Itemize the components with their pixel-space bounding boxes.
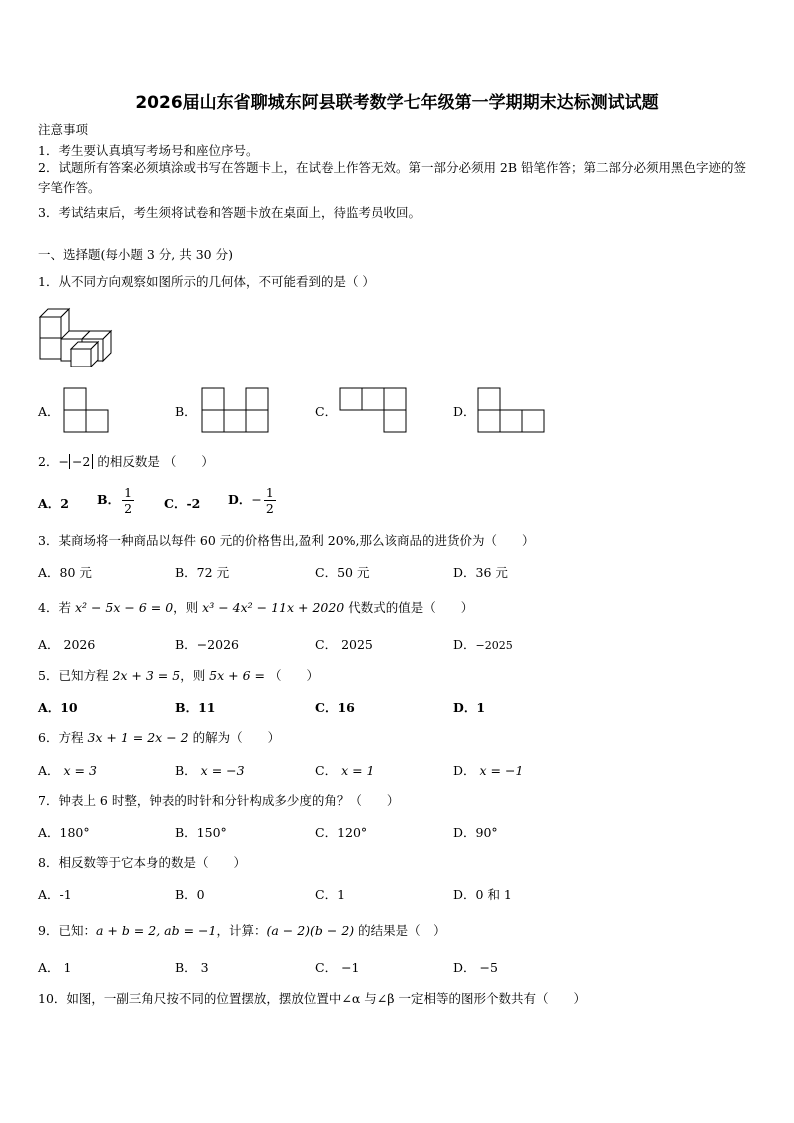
q6-stem [38,728,280,746]
q1-option-b-label: B． [175,404,197,419]
q9-b-value: 3 [200,960,209,975]
q3-option-c: C．50 元 [315,565,370,580]
q4-post: 代数式的值是（ ） [344,600,474,615]
q1-stem: 1．从不同方向观察如图所示的几何体，不可能看到的是（ ） [38,274,375,289]
q9-option-c [315,958,360,976]
q4-stem [38,598,473,616]
q4-b-label: B． [175,637,197,652]
q1-option-d-figure [477,387,545,433]
q1-option-c-label: C． [315,404,338,419]
q4-a-label: A． [38,637,60,652]
q2-option-b [97,485,136,516]
q8-option-c: C．1 [315,887,346,902]
q2-option-c: C．-2 [164,496,201,511]
q5-equation-1: 2x + 3 = 5 [112,668,181,683]
q3-option-d: D．36 元 [453,565,508,580]
q9-expression: (a − 2)(b − 2) [266,923,355,938]
q6-c-label: C． [315,763,338,778]
q5-option-d: D．1 [453,700,486,715]
q4-b-value: −2026 [196,637,239,652]
q5-pre: 5．已知方程 [38,668,113,683]
q7-option-b: B．150° [175,825,227,840]
q1-option-d-label: D． [453,404,476,419]
q3-option-b: B．72 元 [175,565,230,580]
exam-title: 2026届山东省聊城东阿县联考数学七年级第一学期期末达标测试试题 [135,93,659,113]
q5-expression-2: 5x + 6 = [209,668,269,683]
q5-mid: ，则 [180,668,210,683]
q8-option-a: A．-1 [38,887,72,902]
q5-post: （ ） [268,668,319,683]
q6-pre: 6．方程 [38,730,88,745]
q9-a-value: 1 [63,960,72,975]
q4-pre: 4．若 [38,600,75,615]
q2-option-a: A．2 [38,496,69,511]
q2-option-b-label: B． [97,492,121,507]
q1-solid-figure [38,305,120,367]
q2-stem-tail: 的相反数是 （ ） [93,454,214,469]
q6-option-d [453,761,523,779]
q8-option-d: D．0 和 1 [453,887,512,902]
q6-option-b [175,761,245,779]
q3-stem: 3．某商场将一种商品以每件 60 元的价格售出,盈利 20%,那么该商品的进货价为（ ） [38,533,535,548]
q1-option-b-figure [201,387,269,433]
q2-option-b-fraction [122,485,134,516]
q6-b-label: B． [175,763,197,778]
q4-c-label: C． [315,637,338,652]
notice-heading: 注意事项 [38,122,89,137]
q2-expr-minus: − [58,454,69,469]
q5-option-c: C．16 [315,700,355,715]
q4-equation-1: x² − 5x − 6 = 0 [74,600,174,615]
q7-option-d: D．90° [453,825,498,840]
q2-b-numerator: 1 [124,485,133,500]
q6-a-value: x = 3 [63,763,97,778]
notice-item-3: 3．考试结束后，考生须将试卷和答题卡放在桌面上，待监考员收回。 [38,205,421,220]
q9-stem [38,921,446,939]
q10-stem: 10．如图，一副三角尺按不同的位置摆放，摆放位置中∠α 与∠β 一定相等的图形个数共有（ ） [38,991,586,1006]
q6-d-label: D． [453,763,476,778]
q2-option-d-fraction [264,485,276,516]
q3-option-a: A．80 元 [38,565,92,580]
q9-b-label: B． [175,960,197,975]
q6-post: 的解为（ ） [188,730,281,745]
q2-option-d [228,485,278,516]
q6-option-a [38,761,97,779]
notice-item-1: 1．考生要认真填写考场号和座位序号。 [38,143,259,158]
q2-option-d-label: D． [228,492,252,507]
q2-d-numerator: 1 [265,485,274,500]
q2-d-denominator: 2 [265,501,274,516]
q1-option-c-figure [339,387,407,433]
q1-option-a-figure [63,387,109,433]
q6-a-label: A． [38,763,60,778]
q8-option-b: B．0 [175,887,205,902]
q7-stem: 7．钟表上 6 时整，钟表的时针和分针构成多少度的角？（ ） [38,793,400,808]
q5-stem [38,666,319,684]
q6-c-value: x = 1 [341,763,375,778]
q4-expression-2: x³ − 4x² − 11x + 2020 [202,600,345,615]
q5-option-b: B．11 [175,700,216,715]
q6-b-value: x = −3 [200,763,245,778]
q6-d-value: x = −1 [479,763,524,778]
q9-option-a [38,958,71,976]
section-heading: 一、选择题(每小题 3 分, 共 30 分) [38,247,233,262]
q8-stem: 8．相反数等于它本身的数是（ ） [38,855,246,870]
q4-option-d [453,635,513,653]
q4-option-c [315,635,373,653]
q4-c-value: 2025 [341,637,373,652]
q9-c-value: −1 [341,960,360,975]
q4-a-value: 2026 [63,637,96,652]
q9-c-label: C． [315,960,338,975]
q6-equation: 3x + 1 = 2x − 2 [87,730,189,745]
q9-option-d [453,958,498,976]
q9-pre: 9．已知： [38,923,96,938]
q2-stem [38,452,214,470]
q9-d-value: −5 [479,960,498,975]
q9-post: 的结果是（ ） [354,923,446,938]
q5-option-a: A．10 [38,700,78,715]
notice-item-2: 2．试题所有答案必须填涂或书写在答题卡上，在试卷上作答无效。第一部分必须用 2B 铅笔作答；第二部分必须用黑色字迹的签字笔作答。 [38,160,747,195]
q4-option-a [38,635,95,653]
q1-option-a-label: A． [38,404,60,419]
q2-d-sign: − [251,492,262,507]
q9-d-label: D． [453,960,476,975]
q6-option-c [315,761,375,779]
q4-mid: ，则 [173,600,203,615]
q4-option-b [175,635,239,653]
q4-d-label: D． [453,637,476,652]
q7-option-c: C．120° [315,825,368,840]
q9-condition: a + b = 2, ab = −1 [95,923,217,938]
q9-option-b [175,958,209,976]
q4-d-value: −2025 [475,639,513,652]
q9-a-label: A． [38,960,60,975]
q9-mid: ，计算： [216,923,267,938]
q2-b-denominator: 2 [124,501,133,516]
q7-option-a: A．180° [38,825,90,840]
q2-number: 2． [38,454,59,469]
q2-expr-abs: −2 [69,454,93,469]
